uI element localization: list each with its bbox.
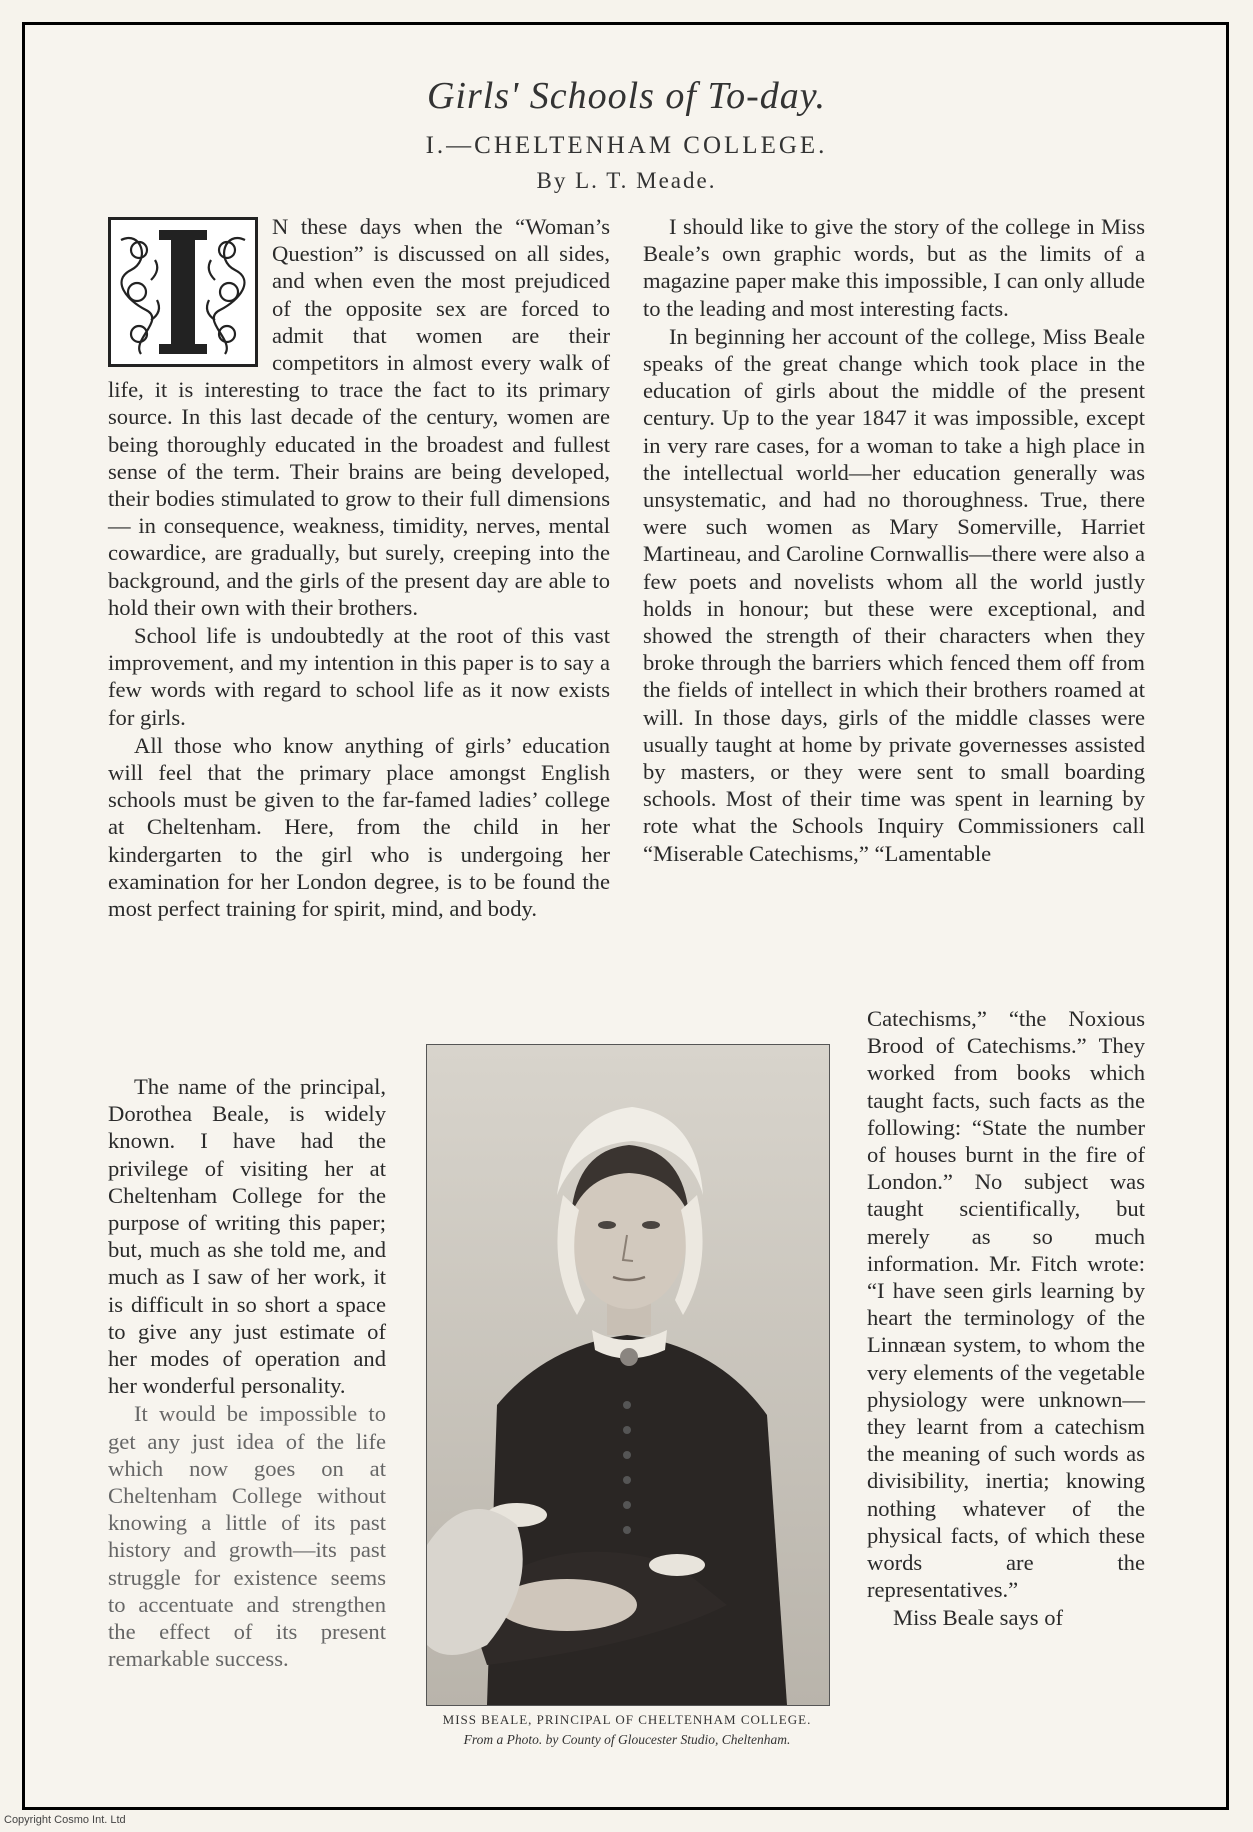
portrait-photo [426, 1044, 830, 1706]
article-subtitle: I.—CHELTENHAM COLLEGE. [425, 132, 828, 159]
right-column-lower [867, 1005, 1145, 1632]
article-title: Girls' Schools of To-day. [426, 75, 827, 117]
paragraph-3: All those who know anything of girls’ education will feel that the primary place amongst English schools must be given to the far-famed ladies’ college at Cheltenham. Here, from the child in her kindergarten to the girl who is undergoing her examination for her London degree, is to be found the most perfect training for spirit, mind, and body. [108, 732, 610, 922]
paragraph-r1: I should like to give the story of the college in Miss Beale’s own graphic words, but as the limits of a magazine paper make this impossible, I can only allude to the leading and most interesting facts. [643, 214, 1145, 321]
paragraph-4: The name of the principal, Dorothea Beale, is widely known. I have had the privilege of visiting her at Cheltenham College for the purpose of writing this paper; but, much as she told me, and much as I saw of her work, it is difficult in so short a space to give any just estimate of her modes of operation and her wonderful personality. [108, 1074, 386, 1399]
copyright-notice: Copyright Cosmo Int. Ltd [4, 1814, 126, 1826]
paragraph-r3: Miss Beale says of [893, 1605, 1064, 1631]
paragraph-2: School life is undoubtedly at the root of this vast improvement, and my intention in this paper is to say a few words with regard to school life as it now exists for girls. [108, 623, 610, 730]
paragraph-1: N these days when the “Woman’s Question” is discussed on all sides, and when even the most prejudiced of the opposite sex are forced to admit that women are their competitors in almost every walk of life, it is interesting to trace the fact to its primary source. In this last decade of the century, women are being thoroughly educated in the broadest and fullest sense of the term. Their brains are being developed, their bodies stimulated to grow to their full dimensions — in consequence, weakness, timidity, nerves, mental cowardice, are gradually, but surely, creeping into the background, and the girls of the present day are able to hold their own with their brothers. [108, 214, 610, 620]
portrait-illustration [427, 1045, 829, 1705]
right-column-upper [643, 213, 1145, 867]
drop-cap-i-icon [108, 217, 258, 367]
figure-caption: MISS BEALE, PRINCIPAL OF CHELTENHAM COLLEGE. [442, 1712, 812, 1727]
left-column-lower [108, 1073, 386, 1672]
paragraph-r2: In beginning her account of the college, Miss Beale speaks of the great change which took place in the education of girls about the middle of the present century. Up to the year 1847 it was impossible, except in very rare cases, for a woman to take a high place in the intellectual world—her education generally was unsystematic, and had no thoroughness. True, there were such women as Mary Somerville, Harriet Martineau, and Caroline Cornwallis—there were also a few poets and novelists whom all the world justly holds in honour; but these were exceptional, and showed the strength of their characters when they broke through the barriers which fenced them off from the fields of intellect in which their brothers roamed at will. In those days, girls of the middle classes were usually taught at home by private governesses assisted by masters, or they were sent to small boarding schools. Most of their time was spent in learning by rote what the Schools Inquiry Commissioners call “Miserable Catechisms,” “Lamentable [643, 323, 1145, 866]
paragraph-5: It would be impossible to get any just idea of the life which now goes on at Cheltenham College without knowing a little of its past history and growth—its past struggle for existence seems to accentuate and strengthen the effect of its present remarkable success. [108, 1401, 386, 1672]
left-column-upper [108, 213, 610, 949]
figure-credit: From a Photo. by County of Gloucester Studio, Cheltenham. [463, 1732, 791, 1747]
paragraph-r2-continued: Catechisms,” “the Noxious Brood of Catechisms.” They worked from books which taught facts, such facts as the following: “State the number of houses burnt in the fire of London.” No subject was taught scientifically, but merely as so much information. Mr. Fitch wrote: “I have seen girls learning by heart the terminology of the Linnæan system, to whom the very elements of the vegetable physiology were unknown—they learnt from a catechism the meaning of such words as divisibility, inertia; knowing nothing whatever of the physical facts, of which these words are the representatives.” [867, 1006, 1145, 1603]
article-byline: By L. T. Meade. [536, 168, 717, 193]
